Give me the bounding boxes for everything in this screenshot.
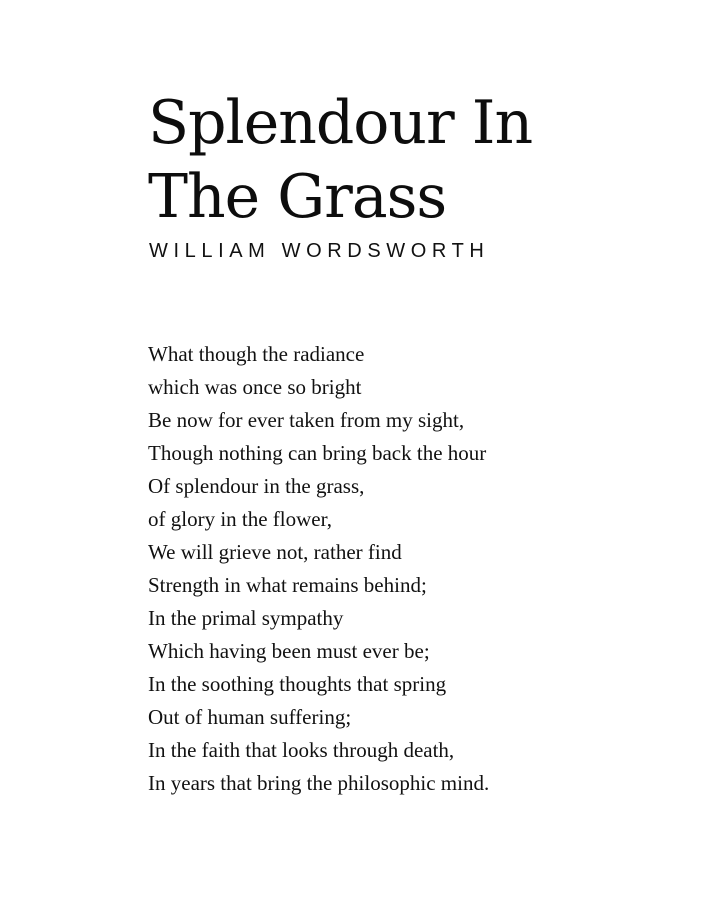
poem-line: In the primal sympathy xyxy=(148,606,344,630)
poem-title-line-2: The Grass xyxy=(148,162,447,232)
poem-line: Be now for ever taken from my sight, xyxy=(148,408,465,432)
poem-line: In years that bring the philosophic mind. xyxy=(148,771,490,795)
poem-line: Which having been must ever be; xyxy=(148,639,430,663)
poem-line: In the soothing thoughts that spring xyxy=(148,672,447,696)
poem-line: Though nothing can bring back the hour xyxy=(148,441,487,465)
poem-body xyxy=(148,338,489,800)
poem-line: Strength in what remains behind; xyxy=(148,573,427,597)
poem-author: WILLIAM WORDSWORTH xyxy=(149,240,490,262)
poem-line: Out of human suffering; xyxy=(148,705,352,729)
poem-line: We will grieve not, rather find xyxy=(148,540,402,564)
poem-line: which was once so bright xyxy=(148,375,362,399)
poem-line: What though the radiance xyxy=(148,342,365,366)
poem-title-line-1: Splendour In xyxy=(148,88,533,158)
poem-line: of glory in the flower, xyxy=(148,507,333,531)
poem-line: In the faith that looks through death, xyxy=(148,738,455,762)
poem-title xyxy=(148,86,532,234)
poem-line: Of splendour in the grass, xyxy=(148,474,365,498)
